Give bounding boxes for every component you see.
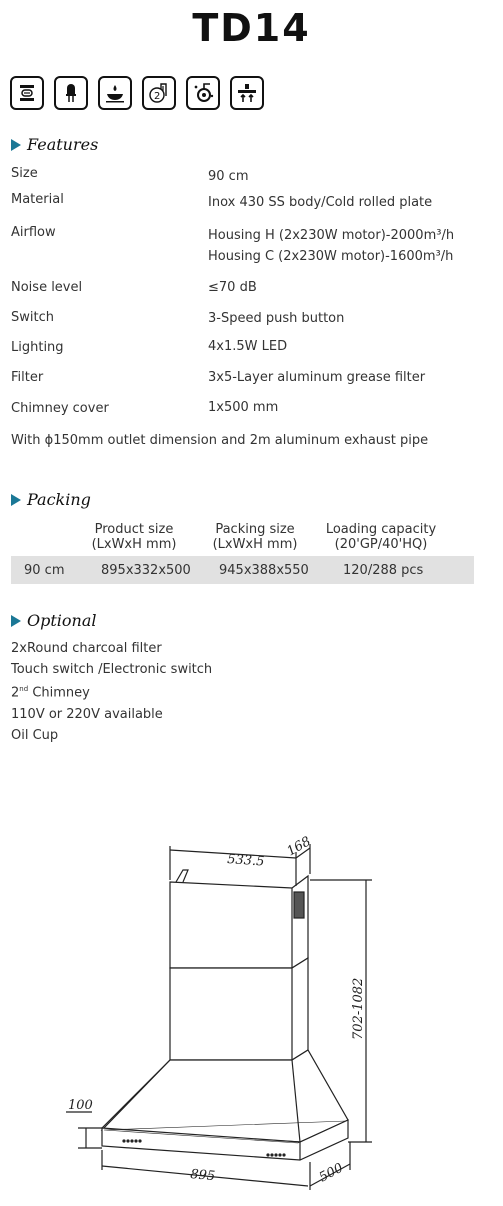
triangle-bullet-icon xyxy=(11,615,21,627)
header-line1: Product size xyxy=(94,522,174,537)
spec-value: Inox 430 SS body/Cold rolled plate xyxy=(208,195,433,210)
spec-key: Switch xyxy=(11,310,54,325)
features-heading xyxy=(11,135,98,154)
dim-base-depth: 500 xyxy=(316,1160,346,1186)
triangle-bullet-icon xyxy=(11,139,21,151)
spec-key: Size xyxy=(11,166,38,181)
chimney-label: Chimney xyxy=(32,685,90,701)
optional-heading-label: Optional xyxy=(27,611,97,630)
header-line2: (LxWxH mm) xyxy=(91,537,177,552)
header-line1: Packing size xyxy=(215,522,295,537)
pack-header-packing xyxy=(208,522,302,552)
pack-header-product xyxy=(88,522,180,552)
dimension-diagram xyxy=(0,830,503,1200)
packing-heading xyxy=(11,490,91,509)
two-motor-icon xyxy=(142,76,176,110)
header-line2: (LxWxH mm) xyxy=(212,537,298,552)
product-title: TD14 xyxy=(192,6,311,50)
header-line2: (20'GP/40'HQ) xyxy=(334,537,428,552)
features-heading-label: Features xyxy=(27,135,99,154)
pack-header-loading xyxy=(322,522,440,552)
pack-cell-size: 90 cm xyxy=(24,563,65,578)
oil-cup-icon xyxy=(98,76,132,110)
header-line1: Loading capacity xyxy=(325,522,437,537)
outlet-icon xyxy=(230,76,264,110)
spec-value: 90 cm xyxy=(208,169,249,184)
spec-key: Airflow xyxy=(11,225,56,240)
pack-cell-product: 895x332x500 xyxy=(101,563,191,578)
outlet-note: With ϕ150mm outlet dimension and 2m aluminum exhaust pipe xyxy=(11,433,429,448)
dim-height: 702-1082 xyxy=(351,977,366,1040)
spec-key: Chimney cover xyxy=(11,401,109,416)
dim-top-width: 533.5 xyxy=(226,852,265,870)
optional-item: 110V or 220V available xyxy=(11,707,163,722)
dim-base-width: 895 xyxy=(189,1167,216,1185)
spec-key: Lighting xyxy=(11,340,64,355)
led-light-icon xyxy=(54,76,88,110)
dim-top-depth: 168 xyxy=(284,834,314,860)
chimney-prefix: 2 xyxy=(11,685,20,701)
spec-value: 3x5-Layer aluminum grease filter xyxy=(208,370,426,385)
optional-item: Touch switch /Electronic switch xyxy=(11,662,213,677)
optional-item xyxy=(11,685,90,700)
chimney-sup: nd xyxy=(19,685,29,693)
feature-icons xyxy=(10,76,264,110)
spec-value: 3-Speed push button xyxy=(208,311,345,326)
spec-value: ≤70 dB xyxy=(208,280,257,295)
packing-heading-label: Packing xyxy=(27,490,91,509)
spec-key: Filter xyxy=(11,370,44,385)
spec-value: 1x500 mm xyxy=(208,400,279,415)
spec-value: 4x1.5W LED xyxy=(208,339,288,354)
airflow-housing-c: Housing C (2x230W motor)-1600m³/h xyxy=(208,249,454,264)
optional-item: Oil Cup xyxy=(11,728,59,743)
pack-cell-packing: 945x388x550 xyxy=(219,563,309,578)
optional-heading xyxy=(11,611,97,630)
spec-key: Noise level xyxy=(11,280,83,295)
optional-item: 2xRound charcoal filter xyxy=(11,641,162,656)
fan-icon xyxy=(186,76,220,110)
spec-key: Material xyxy=(11,192,64,207)
filter-icon xyxy=(10,76,44,110)
svg-text:2: 2 xyxy=(154,91,161,102)
dim-base-height: 100 xyxy=(68,1098,93,1113)
airflow-housing-h: Housing H (2x230W motor)-2000m³/h xyxy=(208,228,455,243)
spec-value xyxy=(208,225,454,267)
pack-cell-loading: 120/288 pcs xyxy=(343,563,424,578)
triangle-bullet-icon xyxy=(11,494,21,506)
